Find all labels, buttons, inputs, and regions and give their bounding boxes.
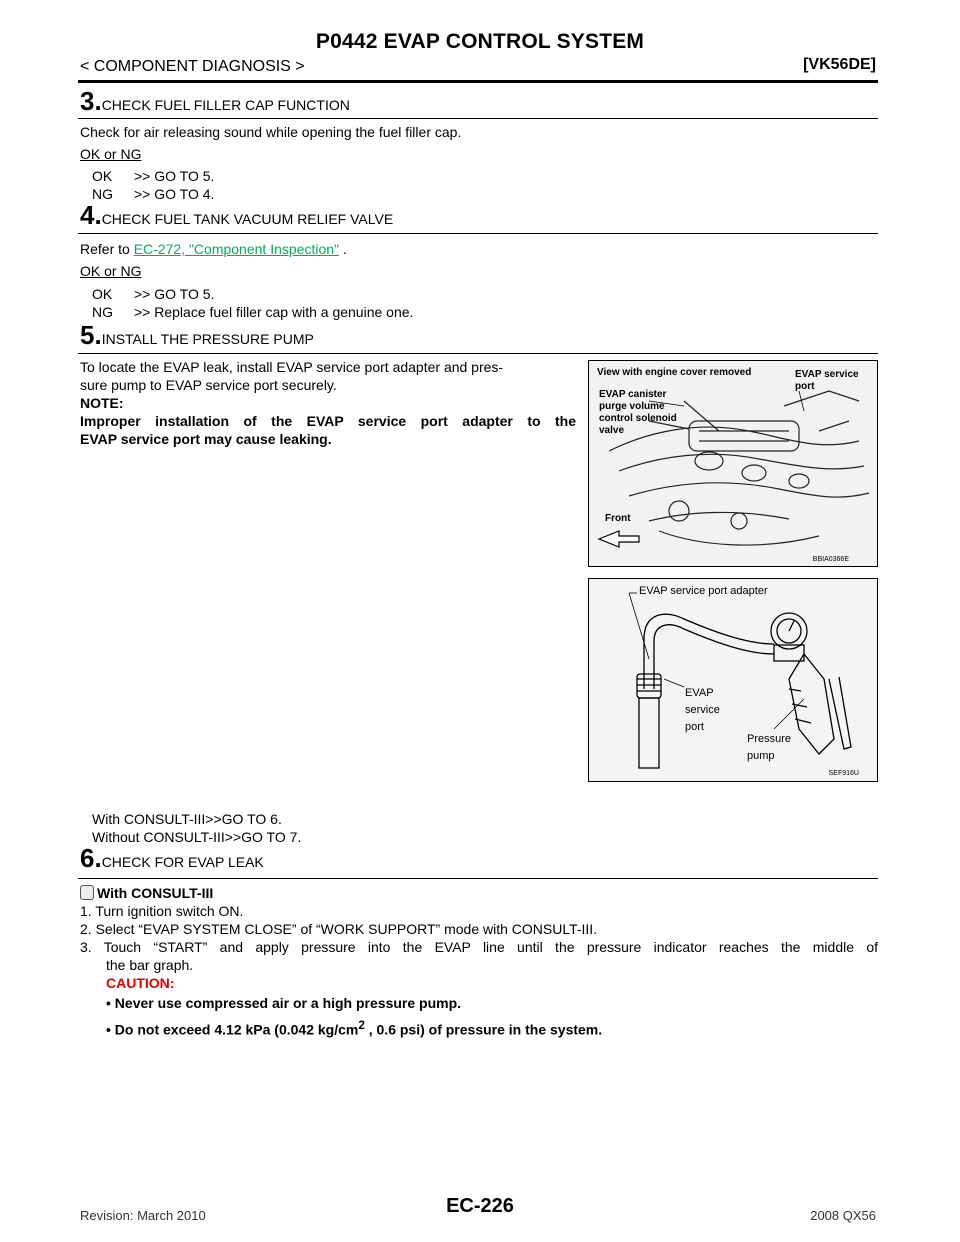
figure-engine-cover-removed — [588, 360, 878, 567]
step-3-result-ng: NG >> GO TO 4. — [92, 186, 215, 202]
figure-2-label-port: EVAP service port — [685, 687, 720, 733]
step-5-divider — [78, 353, 878, 354]
figure-1-code: BBIA0366E — [812, 556, 849, 563]
caution-label: CAUTION: — [106, 975, 175, 991]
step-5-text: To locate the EVAP leak, install EVAP service port adapter and pres- sure pump to EVAP service port securely. NOTE: Improper installation of the EVAP service port adapter to the EVAP service port may cause leaking. — [80, 359, 576, 447]
consult-icon — [80, 885, 94, 900]
figure-1-label-service-port: EVAP service port — [795, 369, 859, 392]
engine-label: [VK56DE] — [803, 56, 876, 73]
step-3-text: Check for air releasing sound while opening the fuel filler cap. — [80, 124, 462, 140]
component-inspection-link[interactable]: EC-272, "Component Inspection" — [133, 241, 339, 257]
step-4-result-ng: NG >> Replace fuel filler cap with a genuine one. — [92, 304, 414, 320]
step-4-divider — [78, 233, 878, 234]
step-5-result-without: Without CONSULT-III>>GO TO 7. — [92, 829, 302, 845]
step-6-with-consult: With CONSULT-III — [80, 884, 213, 902]
step-6-item-3: 3. Touch “START” and apply pressure into the EVAP line until the pressure indicator reaches the middle of — [80, 939, 878, 955]
step-3-heading: 3.CHECK FUEL FILLER CAP FUNCTION — [80, 86, 350, 116]
step-6-item-1: 1. Turn ignition switch ON. — [80, 903, 244, 919]
step-6-item-3-cont: the bar graph. — [106, 957, 194, 973]
page-title: P0442 EVAP CONTROL SYSTEM — [315, 30, 645, 53]
header-divider — [78, 80, 878, 83]
figure-1-header: View with engine cover removed — [597, 367, 752, 378]
footer-revision: Revision: March 2010 — [80, 1208, 206, 1223]
step-3-divider — [78, 118, 878, 119]
figure-1-label-canister: EVAP canister purge volume control solenoid valve — [599, 389, 677, 436]
step-4-result-ok: OK >> GO TO 5. — [92, 286, 215, 302]
figure-service-port-adapter — [588, 578, 878, 782]
step-4-refer: Refer to EC-272, "Component Inspection" . — [80, 241, 347, 257]
footer-model: 2008 QX56 — [810, 1208, 876, 1223]
figure-1-label-front: Front — [605, 513, 631, 524]
step-6-divider — [78, 878, 878, 879]
figure-2-code: SEF916U — [828, 770, 859, 777]
caution-bullet-2: • Do not exceed 4.12 kPa (0.042 $kg/cm^2$ , 0.6 psi) of pressure in the system. — [106, 1019, 603, 1038]
caution-bullet-1: • Never use compressed air or a high pressure pump. — [106, 995, 462, 1011]
step-3-ok-ng: OK or NG — [80, 146, 142, 162]
step-4-heading: 4.CHECK FUEL TANK VACUUM RELIEF VALVE — [80, 200, 394, 230]
step-5-heading: 5.INSTALL THE PRESSURE PUMP — [80, 320, 314, 350]
section-label: < COMPONENT DIAGNOSIS > — [80, 58, 305, 75]
pressure-pump-illustration — [589, 579, 877, 781]
step-6-heading: 6.CHECK FOR EVAP LEAK — [80, 843, 264, 873]
step-3-result-ok: OK >> GO TO 5. — [92, 168, 215, 184]
figure-2-label-pump: Pressure pump — [747, 733, 792, 762]
step-5-result-with: With CONSULT-III>>GO TO 6. — [92, 811, 282, 827]
figure-2-label-adapter: EVAP service port adapter — [639, 585, 768, 597]
step-4-ok-ng: OK or NG — [80, 263, 142, 279]
step-6-item-2: 2. Select “EVAP SYSTEM CLOSE” of “WORK SUPPORT” mode with CONSULT-III. — [80, 921, 598, 937]
page-number: EC-226 — [446, 1195, 514, 1217]
